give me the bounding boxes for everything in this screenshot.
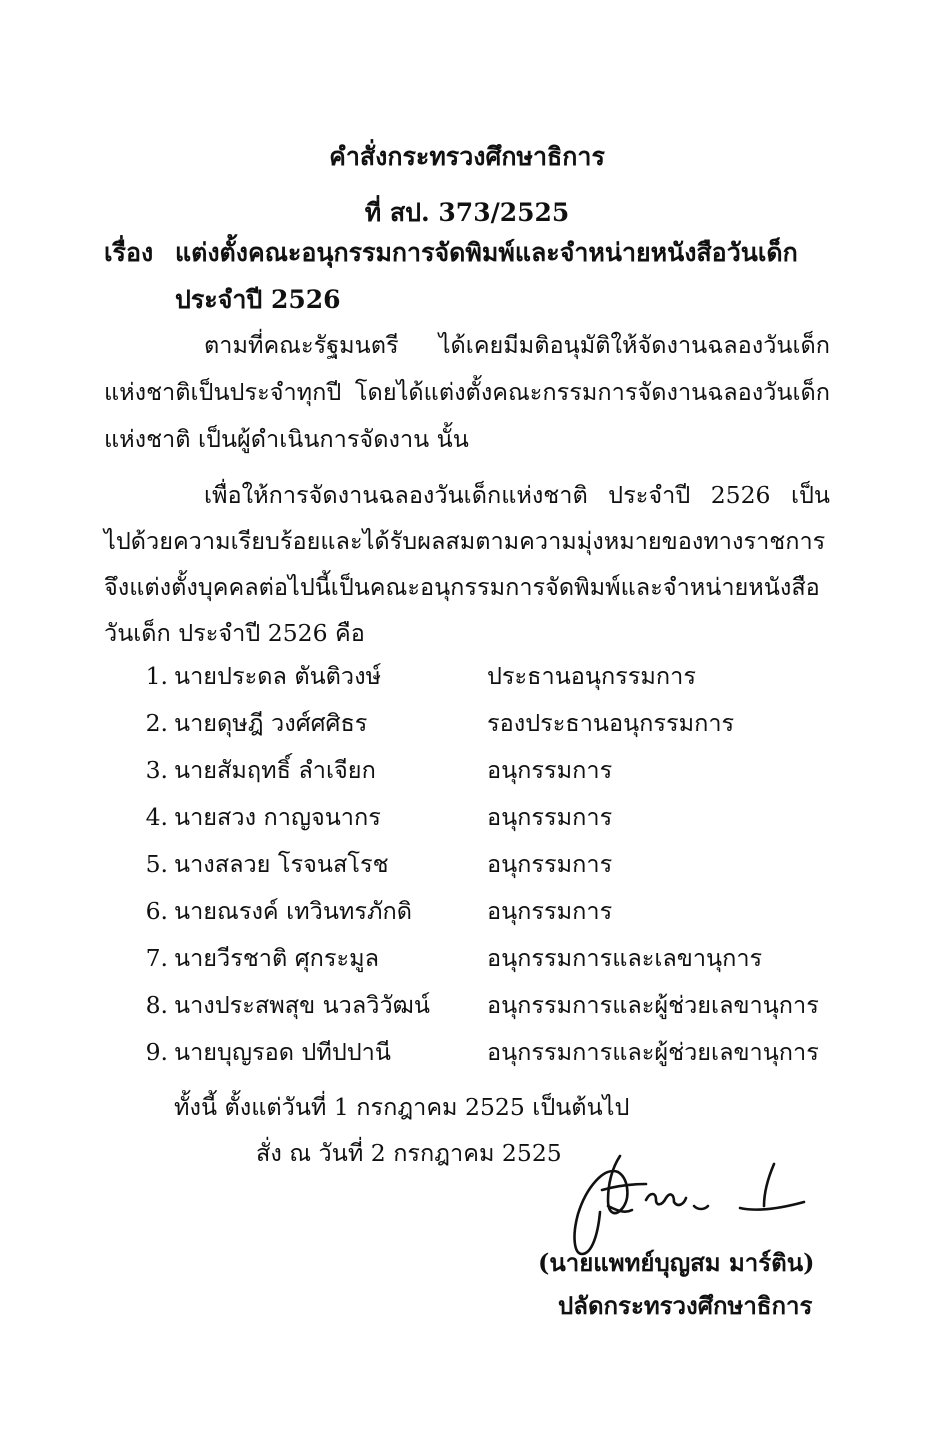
signatory-name: (นายแพทย์บุญสม มาร์ติน) [538,1248,815,1277]
member-role: รองประธานอนุกรรมการ [487,709,735,737]
member-number: 7. [145,944,168,972]
subject-line-2: ประจำปี 2526 [175,285,341,314]
member-row [132,705,852,741]
paragraph-2-line: ไปด้วยความเรียบร้อยและได้รับผลสมตามความมุ่งหมายของทางราชการ [104,527,826,555]
paragraph-1-line: แห่งชาติ เป็นผู้ดำเนินการจัดงาน นั้น [104,425,469,453]
paragraph-2-line: เพื่อให้การจัดงานฉลองวันเด็กแห่งชาติ ประจำปี 2526 เป็น [204,481,830,509]
member-number: 3. [145,756,168,784]
effective-date: ทั้งนี้ ตั้งแต่วันที่ 1 กรกฎาคม 2525 เป็นต้นไป [174,1093,630,1121]
signatory-position: ปลัดกระทรวงศึกษาธิการ [558,1291,813,1320]
subject-label: เรื่อง [104,238,154,267]
member-number: 5. [145,850,168,878]
member-number: 2. [145,709,168,737]
member-name: นายสัมฤทธิ์ ลำเจียก [174,756,376,784]
member-role: อนุกรรมการ [487,803,613,831]
member-number: 1. [145,662,168,690]
member-role: อนุกรรมการและผู้ช่วยเลขานุการ [487,1038,819,1066]
member-name: นายวีรชาติ ศุกระมูล [174,944,380,972]
member-name: นายบุญรอด ปทีปปานี [174,1038,391,1066]
paragraph-1-line: แห่งชาติเป็นประจำทุกปี โดยได้แต่งตั้งคณะกรรมการจัดงานฉลองวันเด็ก [104,378,830,406]
member-row [132,987,852,1023]
member-row [132,752,852,788]
member-role: ประธานอนุกรรมการ [487,662,696,690]
member-row [132,893,852,929]
member-role: อนุกรรมการและผู้ช่วยเลขานุการ [487,991,819,1019]
subject-line-1: แต่งตั้งคณะอนุกรรมการจัดพิมพ์และจำหน่ายหนังสือวันเด็ก [175,238,798,267]
member-row [132,1034,852,1070]
member-role: อนุกรรมการ [487,756,613,784]
member-role: อนุกรรมการและเลขานุการ [487,944,763,972]
member-row [132,799,852,835]
order-number: ที่ สป. 373/2525 [364,198,570,227]
member-name: นายณรงค์ เทวินทรภักดิ [174,897,412,925]
member-role: อนุกรรมการ [487,897,613,925]
member-name: นายสวง กาญจนากร [174,803,381,831]
member-number: 8. [145,991,168,1019]
member-number: 6. [145,897,168,925]
paragraph-2-line: จึงแต่งตั้งบุคคลต่อไปนี้เป็นคณะอนุกรรมการจัดพิมพ์และจำหน่ายหนังสือ [104,573,820,601]
member-name: นางสลวย โรจนสโรช [174,850,389,878]
paragraph-2-line: วันเด็ก ประจำปี 2526 คือ [104,619,365,647]
member-name: นางประสพสุข นวลวิวัฒน์ [174,991,430,1019]
member-number: 9. [145,1038,168,1066]
paragraph-1-line: ตามที่คณะรัฐมนตรี ได้เคยมีมติอนุมัติให้จัดงานฉลองวันเด็ก [204,331,830,359]
member-row [132,846,852,882]
member-name: นายประดล ตันติวงษ์ [174,662,382,690]
member-row [132,940,852,976]
order-date: สั่ง ณ วันที่ 2 กรกฎาคม 2525 [256,1139,562,1167]
member-name: นายดุษฎี วงศ์ศศิธร [174,709,368,737]
order-title: คำสั่งกระทรวงศึกษาธิการ [329,142,605,171]
member-number: 4. [145,803,168,831]
member-row [132,658,852,694]
member-role: อนุกรรมการ [487,850,613,878]
